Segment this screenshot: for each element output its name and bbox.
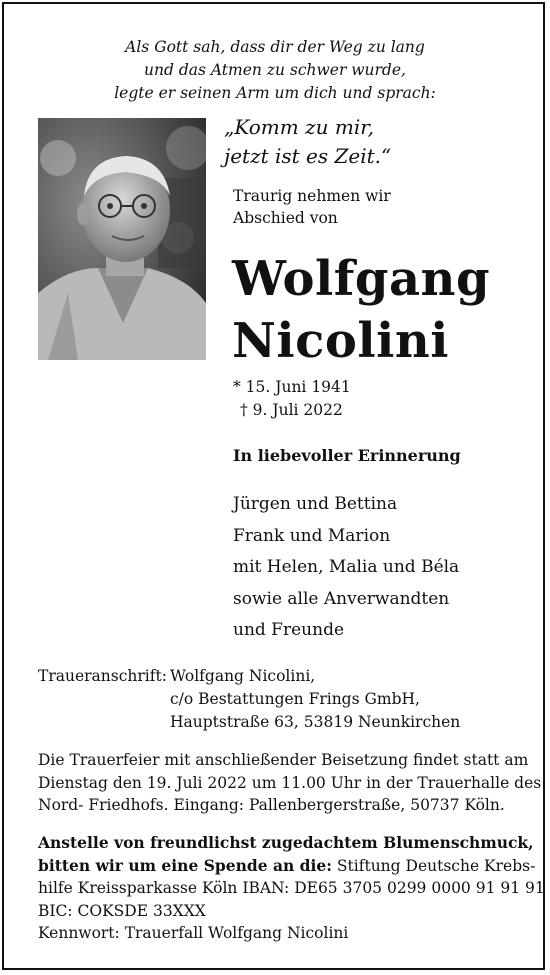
life-dates — [233, 376, 351, 422]
family-line: Jürgen und Bettina — [233, 494, 398, 514]
poem-line: Als Gott sah, dass dir der Weg zu lang — [125, 38, 425, 56]
poem — [0, 36, 550, 105]
quote-line: jetzt ist es Zeit.“ — [224, 144, 392, 168]
donation-keyword: Kennwort: Trauerfall Wolfgang Nicolini — [38, 924, 349, 942]
birth-date: * 15. Juni 1941 — [233, 378, 351, 396]
address-line: Wolfgang Nicolini, — [170, 667, 316, 685]
intro-line: Traurig nehmen wir — [233, 187, 391, 205]
poem-line: und das Atmen zu schwer wurde, — [144, 61, 406, 79]
ceremony-line: Nord- Friedhofs. Eingang: Pallenbergerstraße, 50737 Köln. — [38, 796, 505, 814]
donation-bic: BIC: COKSDE 33XXX — [38, 901, 206, 920]
donation-bold-intro: bitten wir um eine Spende an die: — [38, 855, 332, 875]
mourning-address — [38, 665, 460, 734]
quote — [224, 113, 391, 171]
family-line: sowie alle Anverwandten — [233, 588, 450, 609]
portrait-photo — [38, 118, 206, 360]
intro-line: Abschied von — [233, 209, 338, 227]
first-name: Wolfgang — [232, 251, 491, 307]
donation-recipient: Stiftung Deutsche Krebs- — [332, 856, 536, 875]
family-line: mit Helen, Malia und Béla — [233, 557, 460, 577]
donation-bank-line: hilfe Kreissparkasse Köln IBAN: DE65 3705 0299 0000 91 91 91 — [38, 879, 545, 897]
ceremony-line: Die Trauerfeier mit anschließender Beisetzung findet statt am — [38, 751, 529, 769]
donation-bold-line: Anstelle von freundlichst zugedachtem Blumenschmuck, — [38, 833, 534, 852]
address-label: Traueranschrift: — [38, 667, 167, 685]
memory-heading: In liebevoller Erinnerung — [233, 446, 461, 465]
last-name: Nicolini — [232, 313, 449, 369]
deceased-name — [232, 248, 490, 372]
family-line: und Freunde — [233, 620, 345, 640]
donation-notice — [38, 832, 545, 945]
ceremony-notice — [38, 749, 542, 817]
ceremony-line: Dienstag den 19. Juli 2022 um 11.00 Uhr in der Trauerhalle des — [38, 773, 542, 792]
address-line: Hauptstraße 63, 53819 Neunkirchen — [170, 713, 461, 731]
death-date: † 9. Juli 2022 — [240, 401, 343, 419]
intro-text — [233, 185, 391, 229]
address-line: c/o Bestattungen Frings GmbH, — [170, 690, 420, 708]
poem-line: legte er seinen Arm um dich und sprach: — [114, 84, 436, 102]
family-line: Frank und Marion — [233, 525, 391, 546]
family-list — [233, 489, 459, 647]
quote-line: „Komm zu mir, — [224, 115, 374, 139]
